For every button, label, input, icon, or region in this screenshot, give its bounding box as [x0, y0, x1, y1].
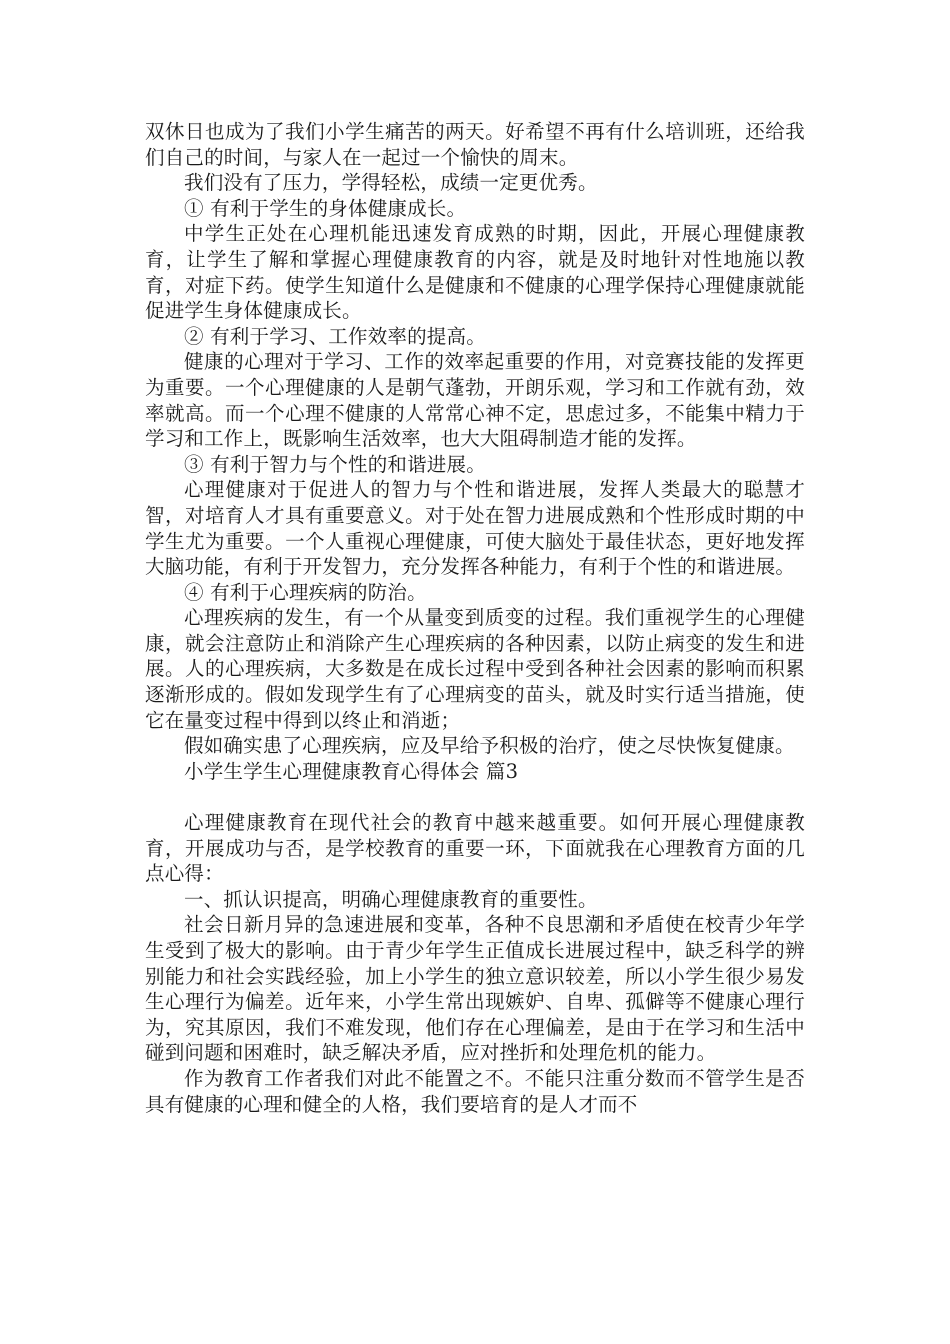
list-heading: ③ 有利于智力与个性的和谐进展。 — [184, 452, 486, 476]
paragraph: 社会日新月异的急速进展和变革，各种不良思潮和矛盾使在校青少年学生受到了极大的影响。由于青少年学生正值成长进展过程中，缺乏科学的辨别能力和社会实践经验，加上小学生的独立意识较差，所以小学生很少易发生心理行为偏差。近年来，小学生常出现嫉妒、自卑、孤僻等不健康心理行为，究其原因，我们不难发现，他们存在心理偏差，是由于在学习和生活中碰到问题和困难时，缺乏解决矛盾，应对挫折和处理危机的能力。 — [145, 913, 805, 1065]
paragraph: 心理健康教育在现代社会的教育中越来越重要。如何开展心理健康教育，开展成功与否，是学校教育的重要一环，下面就我在心理教育方面的几点心得： — [145, 811, 805, 886]
paragraph: 我们没有了压力，学得轻松，成绩一定更优秀。 — [184, 171, 598, 195]
paragraph: 假如确实患了心理疾病，应及早给予积极的治疗，使之尽快恢复健康。 — [184, 734, 795, 758]
paragraph: 心理疾病的发生，有一个从量变到质变的过程。我们重视学生的心理健康，就会注意防止和消除产生心理疾病的各种因素，以防止病变的发生和进展。人的心理疾病，大多数是在成长过程中受到各种社会因素的影响而积累逐渐形成的。假如发现学生有了心理病变的苗头，就及时实行适当措施，使它在量变过程中得到以终止和消逝； — [145, 606, 805, 732]
list-heading: 一、抓认识提高，明确心理健康教育的重要性。 — [184, 887, 598, 911]
paragraph: 作为教育工作者我们对此不能置之不。不能只注重分数而不管学生是否具有健康的心理和健全的人格，我们要培育的是人才而不 — [145, 1066, 805, 1116]
list-heading: ④ 有利于心理疾病的防治。 — [184, 580, 427, 604]
blank-line — [145, 784, 805, 810]
paragraph: 心理健康对于促进人的智力与个性和谐进展，发挥人类最大的聪慧才智，对培育人才具有重要意义。对于处在智力进展成熟和个性形成时期的中学生尤为重要。一个人重视心理健康，可使大脑处于最佳状态，更好地发挥大脑功能，有利于开发智力，充分发挥各种能力，有利于个性的和谐进展。 — [145, 478, 805, 579]
list-heading: ② 有利于学习、工作效率的提高。 — [184, 324, 486, 348]
section-title: 小学生学生心理健康教育心得体会 篇3 — [184, 759, 519, 783]
list-heading: ① 有利于学生的身体健康成长。 — [184, 196, 467, 220]
paragraph: 健康的心理对于学习、工作的效率起重要的作用，对竞赛技能的发挥更为重要。一个心理健康的人是朝气蓬勃，开朗乐观，学习和工作就有劲，效率就高。而一个心理不健康的人常常心神不定，思虑过多，不能集中精力于学习和工作上，既影响生活效率，也大大阻碍制造才能的发挥。 — [145, 350, 805, 451]
paragraph: 双休日也成为了我们小学生痛苦的两天。好希望不再有什么培训班，还给我们自己的时间，与家人在一起过一个愉快的周末。 — [145, 120, 805, 169]
paragraph: 中学生正处在心理机能迅速发育成熟的时期，因此，开展心理健康教育，让学生了解和掌握心理健康教育的内容，就是及时地针对性地施以教育，对症下药。使学生知道什么是健康和不健康的心理学保持心理健康就能促进学生身体健康成长。 — [145, 222, 805, 323]
document-body — [145, 119, 805, 1117]
